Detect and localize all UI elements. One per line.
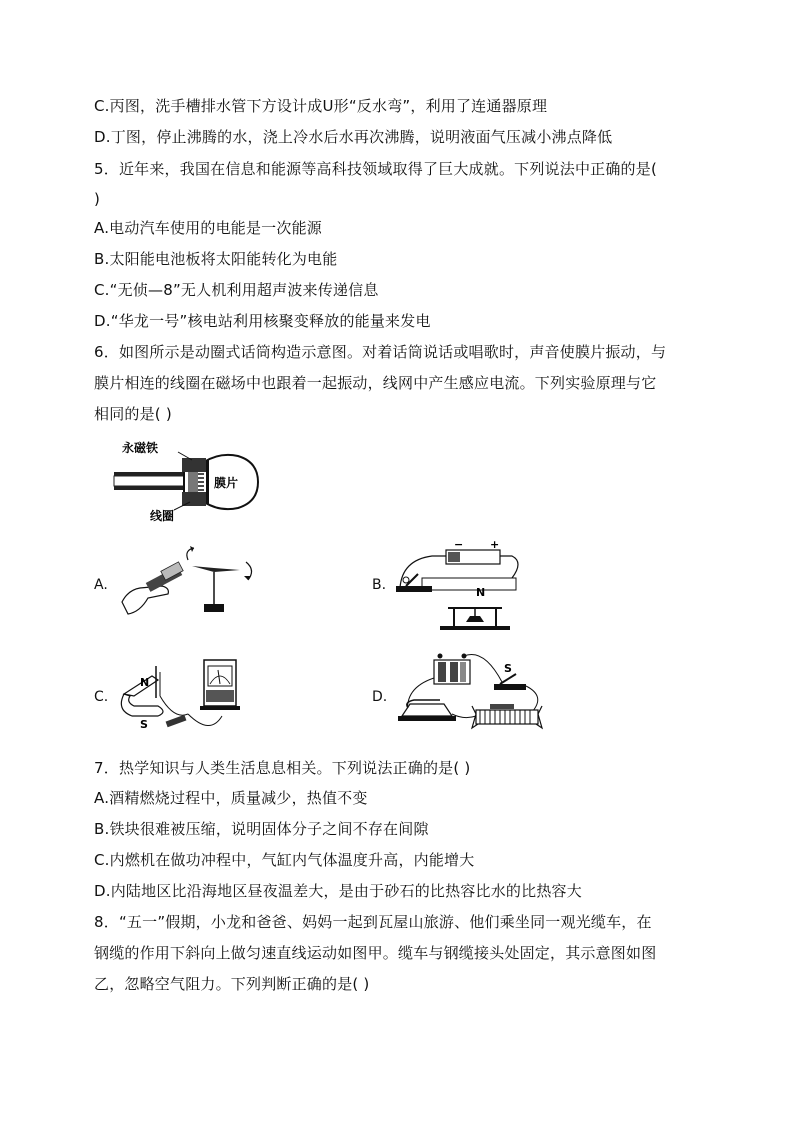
question-5-bracket: )	[94, 190, 101, 208]
question-8-stem-line3: 乙，忽略空气阻力。下列判断正确的是( )	[94, 975, 370, 993]
question-6-stem-line2: 膜片相连的线圈在磁场中也跟着一起振动，线网中产生感应电流。下列实验原理与它	[94, 374, 657, 392]
choice-a-label: A.	[94, 577, 108, 593]
option-b-q5: B.太阳能电池板将太阳能转化为电能	[94, 250, 338, 268]
choice-b-label: B.	[372, 577, 387, 593]
c-n-mark: N	[140, 676, 150, 689]
d-s-mark: S	[504, 662, 512, 675]
b-n-mark: N	[476, 586, 486, 599]
question-7-stem: 7．热学知识与人类生活息息相关。下列说法正确的是( )	[94, 759, 471, 777]
question-5-stem: 5．近年来，我国在信息和能源等高科技领域取得了巨大成就。下列说法中正确的是(	[94, 160, 657, 178]
figure-d-motor-circuit	[394, 648, 550, 740]
question-6-stem-line3: 相同的是( )	[94, 405, 172, 423]
question-8-stem-line1: 8．“五一”假期，小龙和爸爸、妈妈一起到瓦屋山旅游、他们乘坐同一观光缆车，在	[94, 913, 652, 931]
option-c-q5: C.“无侦—8”无人机利用超声波来传递信息	[94, 281, 379, 299]
option-c-q4: C.丙图，洗手槽排水管下方设计成U形“反水弯”，利用了连通器原理	[94, 97, 548, 115]
option-c-q7: C.内燃机在做功冲程中，气缸内气体温度升高，内能增大	[94, 851, 475, 869]
microphone-diagram	[112, 438, 262, 524]
option-d-q4: D.丁图，停止沸腾的水，浇上冷水后水再次沸腾，说明液面气压减小沸点降低	[94, 128, 613, 146]
option-a-q5: A.电动汽车使用的电能是一次能源	[94, 219, 322, 237]
option-d-q7: D.内陆地区比沿海地区昼夜温差大，是由于砂石的比热容比水的比热容大	[94, 882, 582, 900]
diaphragm-label: 膜片	[214, 476, 239, 490]
question-6-stem-line1: 6．如图所示是动圈式话筒构造示意图。对着话筒说话或唱歌时，声音使膜片振动，与	[94, 343, 667, 361]
figure-c-induction	[114, 656, 244, 738]
c-s-mark: S	[140, 718, 148, 731]
coil-label: 线圈	[150, 509, 175, 523]
choice-c-label: C.	[94, 689, 109, 705]
option-b-q7: B.铁块很难被压缩，说明固体分子之间不存在间隙	[94, 820, 429, 838]
question-8-stem-line2: 钢缆的作用下斜向上做匀速直线运动如图甲。缆车与钢缆接头处固定，其示意图如图	[94, 944, 657, 962]
figure-b-oersted	[392, 538, 528, 634]
option-d-q5: D.“华龙一号”核电站利用核聚变释放的能量来发电	[94, 312, 431, 330]
magnet-label: 永磁铁	[122, 441, 159, 455]
choice-d-label: D.	[372, 689, 388, 705]
figure-a-magnet-needle	[118, 546, 260, 618]
b-plus-mark: +	[490, 538, 500, 551]
b-minus-mark: −	[454, 538, 464, 551]
option-a-q7: A.酒精燃烧过程中，质量减少，热值不变	[94, 789, 368, 807]
